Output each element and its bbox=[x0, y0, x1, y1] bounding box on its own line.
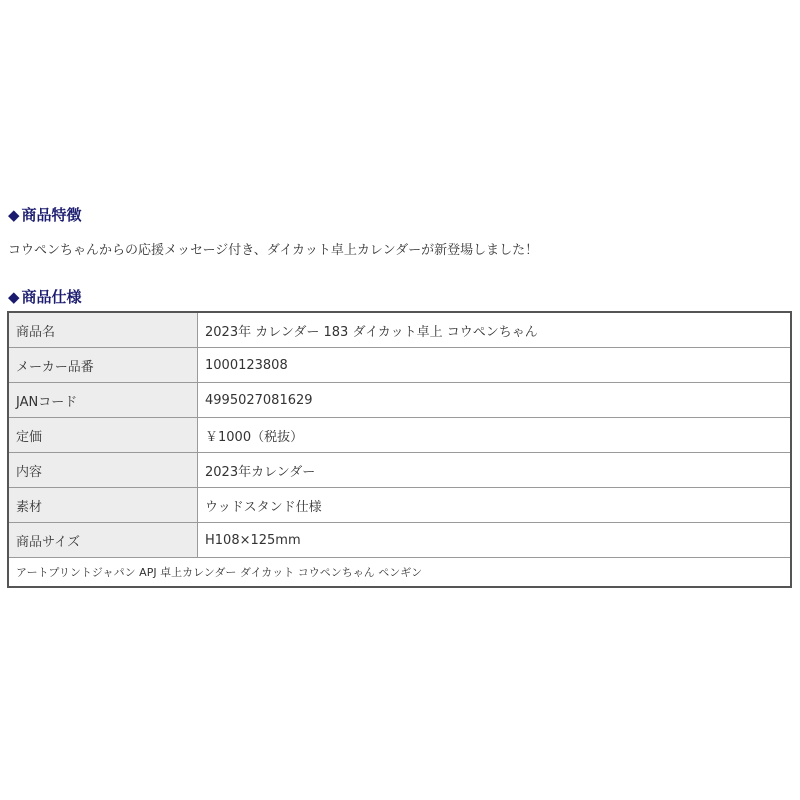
spec-value-contents: 2023年カレンダー bbox=[198, 453, 792, 488]
specs-heading bbox=[8, 287, 82, 307]
features-title: 商品特徴 bbox=[21, 206, 82, 224]
spec-value-jan-code: 4995027081629 bbox=[198, 383, 792, 418]
spec-value-list-price: ￥1000（税抜） bbox=[198, 418, 792, 453]
spec-value-size: H108×125mm bbox=[198, 523, 792, 558]
table-row bbox=[8, 383, 791, 418]
table-footer-row bbox=[8, 558, 791, 588]
table-row bbox=[8, 418, 791, 453]
spec-footer-keywords: アートプリントジャパン APJ 卓上カレンダー ダイカット コウペンちゃん ペンギン bbox=[8, 558, 791, 588]
table-row bbox=[8, 488, 791, 523]
spec-label-jan-code: JANコード bbox=[8, 383, 198, 418]
diamond-icon: ◆ bbox=[8, 288, 20, 306]
table-row bbox=[8, 523, 791, 558]
spec-label-material: 素材 bbox=[8, 488, 198, 523]
features-description: コウペンちゃんからの応援メッセージ付き、ダイカット卓上カレンダーが新登場しました！ bbox=[8, 243, 539, 258]
table-row bbox=[8, 453, 791, 488]
spec-value-material: ウッドスタンド仕様 bbox=[198, 488, 792, 523]
spec-label-product-name: 商品名 bbox=[8, 312, 198, 348]
specs-title: 商品仕様 bbox=[21, 288, 82, 306]
table-row bbox=[8, 348, 791, 383]
features-heading bbox=[8, 205, 82, 225]
spec-label-list-price: 定価 bbox=[8, 418, 198, 453]
spec-table bbox=[7, 311, 792, 588]
table-row bbox=[8, 312, 791, 348]
spec-label-contents: 内容 bbox=[8, 453, 198, 488]
spec-value-maker-number: 1000123808 bbox=[198, 348, 792, 383]
diamond-icon: ◆ bbox=[8, 206, 20, 224]
spec-label-maker-number: メーカー品番 bbox=[8, 348, 198, 383]
spec-label-size: 商品サイズ bbox=[8, 523, 198, 558]
spec-value-product-name: 2023年 カレンダー 183 ダイカット卓上 コウペンちゃん bbox=[198, 312, 792, 348]
